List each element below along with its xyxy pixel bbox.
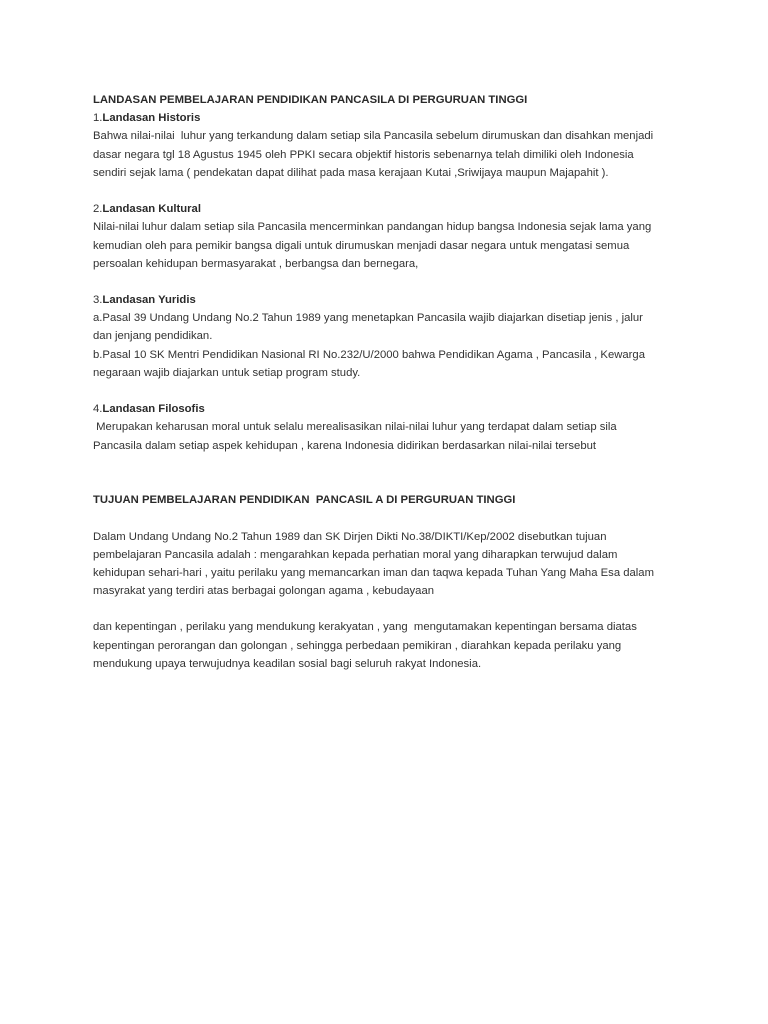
section-title: Landasan Filosofis xyxy=(102,403,205,416)
paragraph-line: Pancasila dalam setiap aspek kehidupan , karena Indonesia didirikan berdasarkan nilai-nilai tersebut xyxy=(93,439,597,452)
paragraph-line: sendiri sejak lama ( pendekatan dapat dilihat pada masa kerajaan Kutai ,Sriwijaya maupun Majapahit ). xyxy=(93,166,609,179)
section-heading-filosofis xyxy=(93,400,693,418)
document-body xyxy=(93,91,693,673)
paragraph-line: Dalam Undang Undang No.2 Tahun 1989 dan SK Dirjen Dikti No.38/DIKTI/Kep/2002 disebutkan tujuan xyxy=(93,530,607,543)
spacer xyxy=(93,455,693,491)
paragraph-line: b.Pasal 10 SK Mentri Pendidikan Nasional RI No.232/U/2000 bahwa Pendidikan Agama , Pancasila , Kewarga xyxy=(93,348,645,361)
spacer xyxy=(93,600,693,618)
section-heading-historis xyxy=(93,109,693,127)
section-number: 4. xyxy=(93,403,103,416)
paragraph-line: kepentingan perorangan dan golongan , sehingga perbedaan pemikiran , diarahkan kepada perilaku yang xyxy=(93,639,622,652)
section-number: 1. xyxy=(93,112,103,125)
paragraph-line: dan kepentingan , perilaku yang mendukung kerakyatan , yang mengutamakan kepentingan bersama diatas xyxy=(93,621,637,634)
spacer xyxy=(93,182,693,200)
spacer xyxy=(93,509,693,527)
section-number: 2. xyxy=(93,203,103,216)
section-title: Landasan Kultural xyxy=(102,203,201,216)
spacer xyxy=(93,382,693,400)
paragraph-line: Bahwa nilai-nilai luhur yang terkandung dalam setiap sila Pancasila sebelum dirumuskan dan disahkan menjadi xyxy=(93,130,654,143)
paragraph-line: masyrakat yang terdiri atas berbagai golongan agama , kebudayaan xyxy=(93,585,435,598)
section-heading-yuridis xyxy=(93,291,693,309)
paragraph-line: negaraan wajib diajarkan untuk setiap program study. xyxy=(93,366,361,379)
paragraph-line: kemudian oleh para pemikir bangsa digali untuk dirumuskan menjadi dasar negara untuk mengatasi semua xyxy=(93,239,630,252)
paragraph-line: mendukung upaya terwujudnya keadilan sosial bagi seluruh rakyat Indonesia. xyxy=(93,657,482,670)
document-title: LANDASAN PEMBELAJARAN PENDIDIKAN PANCASILA DI PERGURUAN TINGGI xyxy=(93,94,528,106)
paragraph-line: Merupakan keharusan moral untuk selalu merealisasikan nilai-nilai luhur yang terdapat dalam setiap sila xyxy=(93,421,617,434)
spacer xyxy=(93,273,693,291)
section-title: Landasan Historis xyxy=(102,112,201,125)
paragraph-line: dasar negara tgl 18 Agustus 1945 oleh PPKI secara objektif historis sebenarnya telah dimiliki oleh Indonesia xyxy=(93,148,634,161)
section-number: 3. xyxy=(93,294,103,307)
section-title: Landasan Yuridis xyxy=(102,294,196,307)
paragraph-line: Nilai-nilai luhur dalam setiap sila Pancasila mencerminkan pandangan hidup bangsa Indonesia sejak lama yang xyxy=(93,221,652,234)
paragraph-line: dan jenjang pendidikan. xyxy=(93,330,213,343)
paragraph-line: persoalan kehidupan bermasyarakat , berbangsa dan bernegara, xyxy=(93,257,419,270)
paragraph-line: pembelajaran Pancasila adalah : mengarahkan kepada perhatian moral yang diharapkan terwujud dalam xyxy=(93,548,618,561)
paragraph-line: kehidupan sehari-hari , yaitu perilaku yang memancarkan iman dan taqwa kepada Tuhan Yang Maha Esa dalam xyxy=(93,566,655,579)
section-heading-kultural xyxy=(93,200,693,218)
paragraph-line: a.Pasal 39 Undang Undang No.2 Tahun 1989 yang menetapkan Pancasila wajib diajarkan disetiap jenis , jalur xyxy=(93,312,643,325)
second-title: TUJUAN PEMBELAJARAN PENDIDIKAN PANCASIL A DI PERGURUAN TINGGI xyxy=(93,494,516,507)
